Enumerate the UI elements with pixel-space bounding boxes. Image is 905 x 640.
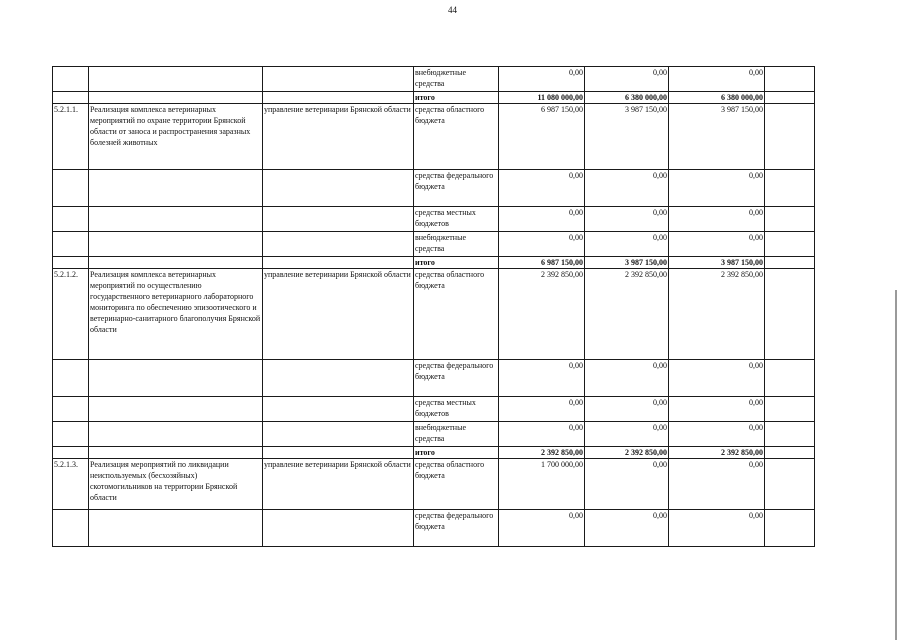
amount-2020-cell: 3 987 150,00 xyxy=(585,104,669,170)
empty-cell xyxy=(765,207,815,232)
table-row xyxy=(53,207,815,232)
amount-2019-cell: 2 392 850,00 xyxy=(499,447,585,459)
executor-cell xyxy=(263,360,414,397)
empty-cell xyxy=(765,92,815,104)
amount-2021-cell: 0,00 xyxy=(669,170,765,207)
item-code-cell: 5.2.1.2. xyxy=(53,269,89,360)
measure-name-cell: Реализация комплекса ветеринарных мероприятий по охране территории Брянской области от заноса и распространения заразных болезней животных xyxy=(89,104,263,170)
amount-2019-cell: 0,00 xyxy=(499,67,585,92)
funding-source-cell: средства местных бюджетов xyxy=(414,397,499,422)
amount-2020-cell: 0,00 xyxy=(585,459,669,510)
item-code-cell xyxy=(53,360,89,397)
total-row xyxy=(53,257,815,269)
amount-2021-cell: 0,00 xyxy=(669,510,765,547)
amount-2020-cell: 0,00 xyxy=(585,207,669,232)
total-row xyxy=(53,447,815,459)
amount-2020-cell: 0,00 xyxy=(585,360,669,397)
funding-source-cell: итого xyxy=(414,257,499,269)
table-row xyxy=(53,510,815,547)
empty-cell xyxy=(765,170,815,207)
amount-2019-cell: 0,00 xyxy=(499,170,585,207)
amount-2019-cell: 11 080 000,00 xyxy=(499,92,585,104)
amount-2021-cell: 0,00 xyxy=(669,67,765,92)
funding-source-cell: средства местных бюджетов xyxy=(414,207,499,232)
amount-2021-cell: 3 987 150,00 xyxy=(669,257,765,269)
funding-source-cell: внебюджетные средства xyxy=(414,422,499,447)
executor-cell: управление ветеринарии Брянской области xyxy=(263,459,414,510)
measure-name-cell xyxy=(89,170,263,207)
measure-name-cell xyxy=(89,422,263,447)
amount-2019-cell: 0,00 xyxy=(499,232,585,257)
executor-cell xyxy=(263,170,414,207)
executor-cell xyxy=(263,257,414,269)
measure-name-cell: Реализация мероприятий по ликвидации неиспользуемых (бесхозяйных) скотомогильников на территории Брянской области xyxy=(89,459,263,510)
measure-name-cell xyxy=(89,360,263,397)
amount-2020-cell: 2 392 850,00 xyxy=(585,269,669,360)
table-row xyxy=(53,360,815,397)
measure-name-cell xyxy=(89,67,263,92)
executor-cell xyxy=(263,67,414,92)
amount-2019-cell: 2 392 850,00 xyxy=(499,269,585,360)
funding-source-cell: средства областного бюджета xyxy=(414,459,499,510)
amount-2021-cell: 0,00 xyxy=(669,207,765,232)
executor-cell xyxy=(263,232,414,257)
empty-cell xyxy=(765,360,815,397)
measure-name-cell xyxy=(89,232,263,257)
empty-cell xyxy=(765,447,815,459)
page-number: 44 xyxy=(448,5,457,15)
amount-2021-cell: 0,00 xyxy=(669,397,765,422)
item-code-cell xyxy=(53,510,89,547)
table-row xyxy=(53,170,815,207)
item-code-cell xyxy=(53,207,89,232)
table-row xyxy=(53,459,815,510)
measure-name-cell xyxy=(89,92,263,104)
empty-cell xyxy=(765,459,815,510)
table-row xyxy=(53,422,815,447)
item-code-cell: 5.2.1.3. xyxy=(53,459,89,510)
total-row xyxy=(53,92,815,104)
amount-2020-cell: 0,00 xyxy=(585,510,669,547)
empty-cell xyxy=(765,257,815,269)
item-code-cell xyxy=(53,422,89,447)
measure-name-cell xyxy=(89,447,263,459)
empty-cell xyxy=(765,67,815,92)
item-code-cell xyxy=(53,447,89,459)
executor-cell xyxy=(263,422,414,447)
scan-edge-line xyxy=(895,290,897,640)
funding-source-cell: итого xyxy=(414,92,499,104)
empty-cell xyxy=(765,269,815,360)
item-code-cell xyxy=(53,92,89,104)
funding-source-cell: средства федерального бюджета xyxy=(414,510,499,547)
executor-cell: управление ветеринарии Брянской области xyxy=(263,104,414,170)
executor-cell xyxy=(263,447,414,459)
amount-2020-cell: 0,00 xyxy=(585,232,669,257)
amount-2020-cell: 3 987 150,00 xyxy=(585,257,669,269)
amount-2020-cell: 0,00 xyxy=(585,397,669,422)
amount-2019-cell: 0,00 xyxy=(499,207,585,232)
measure-name-cell: Реализация комплекса ветеринарных мероприятий по осуществлению государственного ветеринарного лабораторного мониторинга по обеспечению эпизоотического и ветеринарно-санитарного благополучия Брянской области xyxy=(89,269,263,360)
measure-name-cell xyxy=(89,257,263,269)
executor-cell xyxy=(263,207,414,232)
table-row xyxy=(53,232,815,257)
item-code-cell: 5.2.1.1. xyxy=(53,104,89,170)
measure-name-cell xyxy=(89,207,263,232)
measure-name-cell xyxy=(89,397,263,422)
amount-2020-cell: 0,00 xyxy=(585,422,669,447)
table-row xyxy=(53,67,815,92)
amount-2019-cell: 0,00 xyxy=(499,422,585,447)
amount-2021-cell: 2 392 850,00 xyxy=(669,447,765,459)
executor-cell xyxy=(263,92,414,104)
amount-2019-cell: 6 987 150,00 xyxy=(499,257,585,269)
empty-cell xyxy=(765,397,815,422)
funding-source-cell: средства федерального бюджета xyxy=(414,170,499,207)
measure-name-cell xyxy=(89,510,263,547)
item-code-cell xyxy=(53,232,89,257)
item-code-cell xyxy=(53,257,89,269)
amount-2019-cell: 0,00 xyxy=(499,510,585,547)
item-code-cell xyxy=(53,397,89,422)
item-code-cell xyxy=(53,67,89,92)
amount-2021-cell: 0,00 xyxy=(669,422,765,447)
empty-cell xyxy=(765,232,815,257)
executor-cell: управление ветеринарии Брянской области xyxy=(263,269,414,360)
table-row xyxy=(53,104,815,170)
amount-2019-cell: 6 987 150,00 xyxy=(499,104,585,170)
amount-2019-cell: 0,00 xyxy=(499,397,585,422)
item-code-cell xyxy=(53,170,89,207)
amount-2019-cell: 0,00 xyxy=(499,360,585,397)
amount-2020-cell: 6 380 000,00 xyxy=(585,92,669,104)
amount-2021-cell: 0,00 xyxy=(669,360,765,397)
empty-cell xyxy=(765,510,815,547)
amount-2021-cell: 0,00 xyxy=(669,232,765,257)
empty-cell xyxy=(765,422,815,447)
funding-source-cell: средства федерального бюджета xyxy=(414,360,499,397)
empty-cell xyxy=(765,104,815,170)
table-row xyxy=(53,397,815,422)
amount-2021-cell: 2 392 850,00 xyxy=(669,269,765,360)
funding-source-cell: внебюджетные средства xyxy=(414,232,499,257)
funding-source-cell: средства областного бюджета xyxy=(414,104,499,170)
funding-source-cell: внебюджетные средства xyxy=(414,67,499,92)
budget-table xyxy=(52,66,815,547)
funding-source-cell: итого xyxy=(414,447,499,459)
amount-2020-cell: 2 392 850,00 xyxy=(585,447,669,459)
amount-2021-cell: 0,00 xyxy=(669,459,765,510)
executor-cell xyxy=(263,510,414,547)
funding-source-cell: средства областного бюджета xyxy=(414,269,499,360)
amount-2019-cell: 1 700 000,00 xyxy=(499,459,585,510)
table-row xyxy=(53,269,815,360)
executor-cell xyxy=(263,397,414,422)
amount-2021-cell: 3 987 150,00 xyxy=(669,104,765,170)
amount-2020-cell: 0,00 xyxy=(585,170,669,207)
amount-2021-cell: 6 380 000,00 xyxy=(669,92,765,104)
amount-2020-cell: 0,00 xyxy=(585,67,669,92)
